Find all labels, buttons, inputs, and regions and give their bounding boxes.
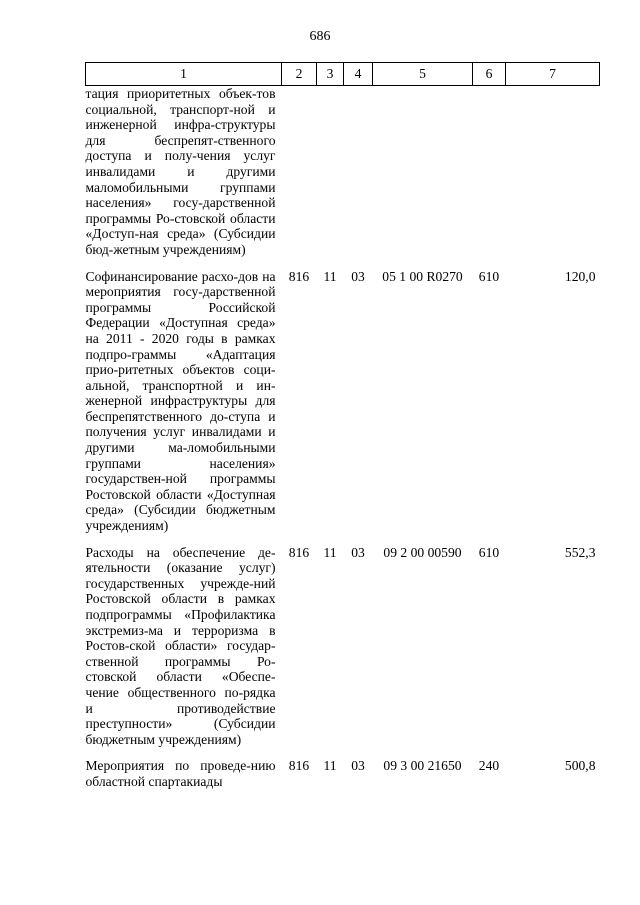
table-row <box>86 86 600 269</box>
column-header: 5 <box>373 63 473 86</box>
expense-type-code: 240 <box>478 758 500 774</box>
subsection-code: 03 <box>351 268 365 284</box>
expense-type-code: 610 <box>478 268 500 284</box>
ministry-code: 816 <box>288 268 310 284</box>
table-row <box>86 758 600 800</box>
section-code <box>317 86 344 269</box>
ministry-code <box>282 86 317 269</box>
expense-type-code: 610 <box>478 544 500 560</box>
section-code: 11 <box>323 758 337 774</box>
ministry-code: 816 <box>288 758 310 774</box>
target-article-code: 05 1 00 R0270 <box>382 268 463 284</box>
column-header: 6 <box>473 63 506 86</box>
row-description: Расходы на обеспечение де-ятельности (оказание услуг) государственных учрежде-ний Ростовской области в рамках подпрограммы «Профилактика экстремиз-ма и терроризма в Ростов-ской области» государ-ственной программы Ро-стовской области «Обеспе-чение общественного по-рядка и противодействие преступности» (Субсидии бюджетным учреждениям) <box>85 544 276 747</box>
table-header-row <box>86 63 600 86</box>
expense-type-code <box>473 86 506 269</box>
column-header: 2 <box>282 63 317 86</box>
row-description: Мероприятия по проведе-нию областной спартакиады <box>85 758 276 789</box>
table-row <box>86 269 600 545</box>
amount: 500,8 <box>564 758 596 774</box>
target-article-code: 09 3 00 21650 <box>383 758 462 774</box>
amount <box>506 86 600 269</box>
subsection-code: 03 <box>351 544 365 560</box>
ministry-code: 816 <box>288 544 310 560</box>
column-header: 3 <box>317 63 344 86</box>
subsection-code <box>344 86 373 269</box>
column-header: 7 <box>506 63 600 86</box>
section-code: 11 <box>323 268 337 284</box>
target-article-code: 09 2 00 00590 <box>383 544 462 560</box>
column-header: 1 <box>86 63 282 86</box>
amount: 120,0 <box>564 268 596 284</box>
page-number: 686 <box>309 29 331 44</box>
subsection-code: 03 <box>351 758 365 774</box>
amount: 552,3 <box>564 544 596 560</box>
target-article-code <box>373 86 473 269</box>
section-code: 11 <box>323 544 337 560</box>
column-header: 4 <box>344 63 373 86</box>
table-row <box>86 545 600 759</box>
budget-table <box>85 62 600 801</box>
row-description: тация приоритетных объек-тов социальной, транспорт-ной и инженерной инфра-структуры для беспрепят-ственного доступа и полу-чения услуг инвалидами и другими маломобильными группами населения» госу-дарственной программы Ро-стовской области «Доступ-ная среда» (Субсидии бюд-жетным учреждениям) <box>85 86 276 257</box>
row-description: Софинансирование расхо-дов на мероприятия госу-дарственной программы Российской Федерации «Доступная среда» на 2011 - 2020 годы в рамках подпро-граммы «Адаптация прио-ритетных объектов соци-альной, транспортной и ин-женерной инфраструктуры для беспрепятственного до-ступа и получения услуг инвалидами и другими ма-ломобильными группами населения» государствен-ной программы Ростовской области «Доступная среда» (Субсидии бюджетным учреждениям) <box>85 268 276 534</box>
